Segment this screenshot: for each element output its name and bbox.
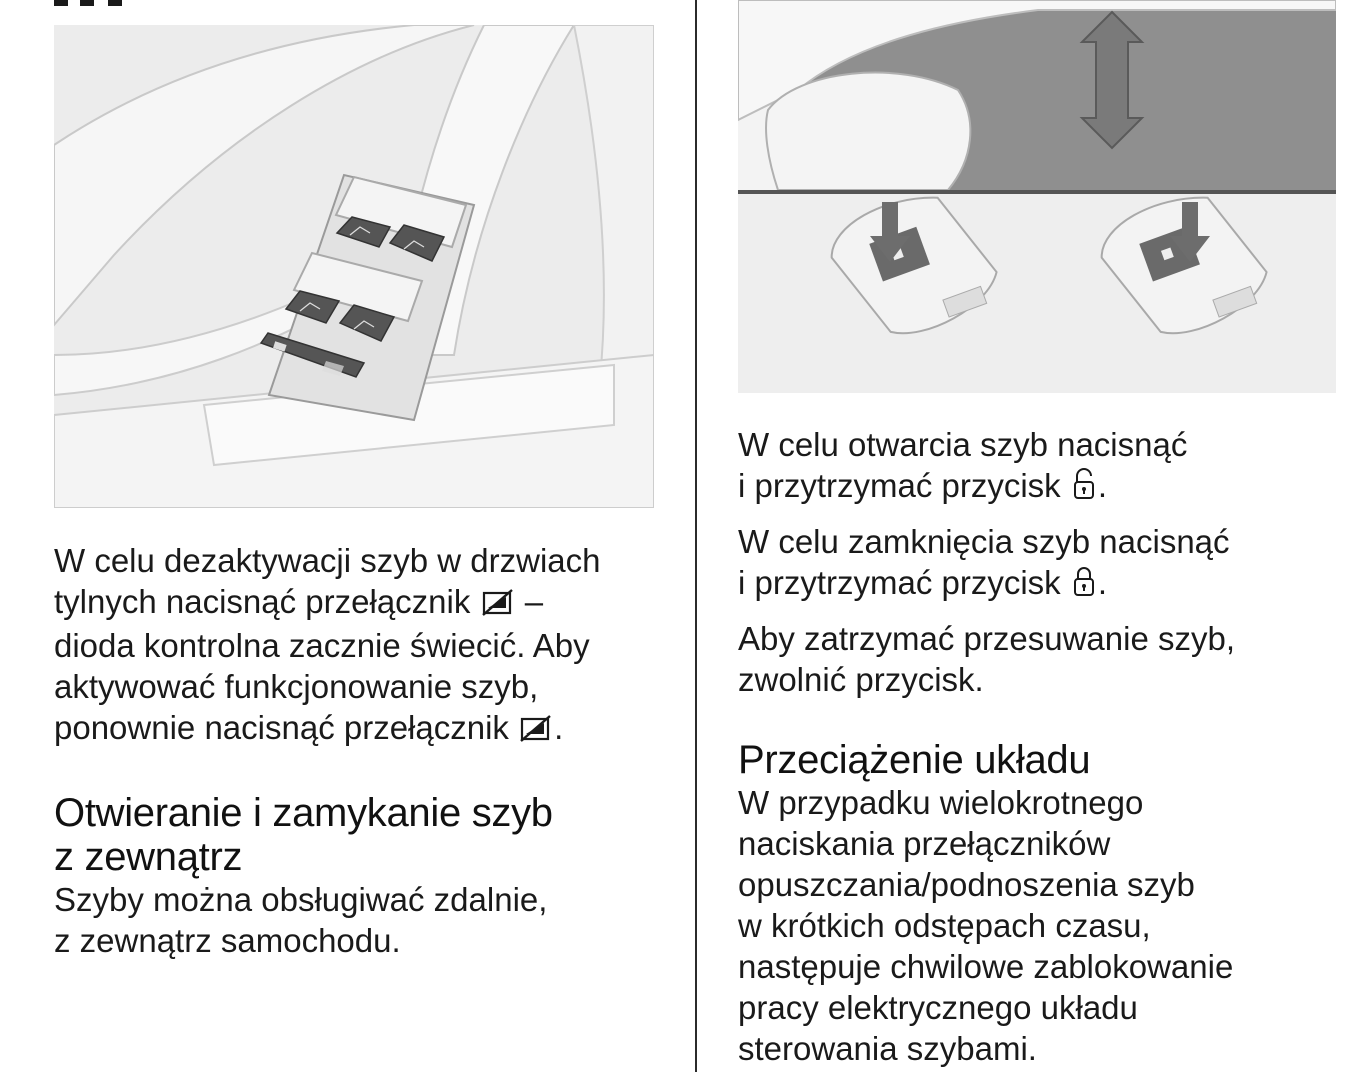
cropped-text-fragment bbox=[54, 0, 174, 20]
text-line: w krótkich odstępach czasu, bbox=[738, 907, 1151, 944]
text-line: W celu dezaktywacji szyb w drzwiach bbox=[54, 542, 601, 579]
text-line: sterowania szybami. bbox=[738, 1030, 1037, 1067]
section-heading-remote-operation bbox=[54, 791, 664, 879]
open-windows-paragraph bbox=[738, 424, 1338, 509]
window-switch-panel-illustration bbox=[54, 25, 654, 508]
text-fragment: . bbox=[1097, 467, 1108, 504]
text-line: opuszczania/podnoszenia szyb bbox=[738, 866, 1195, 903]
text-fragment: tylnych nacisnąć przełącznik bbox=[54, 583, 471, 620]
padlock-closed-icon bbox=[1072, 565, 1096, 606]
remote-operation-paragraph bbox=[54, 879, 664, 961]
text-line: z zewnątrz samochodu. bbox=[54, 922, 401, 959]
text-fragment: i przytrzymać przycisk bbox=[738, 467, 1061, 504]
text-fragment: i przytrzymać przycisk bbox=[738, 564, 1061, 601]
window-child-lock-icon bbox=[482, 584, 514, 625]
close-windows-paragraph bbox=[738, 521, 1338, 606]
right-column bbox=[738, 424, 1338, 1069]
text-line: zwolnić przycisk. bbox=[738, 661, 984, 698]
text-line: Szyby można obsługiwać zdalnie, bbox=[54, 881, 548, 918]
stop-movement-paragraph bbox=[738, 618, 1338, 700]
child-lock-paragraph bbox=[54, 540, 664, 751]
text-fragment: – bbox=[515, 583, 544, 620]
text-line bbox=[54, 707, 664, 751]
window-child-lock-icon bbox=[520, 710, 552, 751]
text-line: W przypadku wielokrotnego bbox=[738, 784, 1144, 821]
overload-paragraph bbox=[738, 782, 1338, 1069]
remote-window-control-illustration bbox=[738, 0, 1336, 393]
text-line: W celu otwarcia szyb nacisnąć bbox=[738, 426, 1188, 463]
section-heading-overload: Przeciążenie układu bbox=[738, 738, 1091, 782]
text-fragment: . bbox=[1097, 564, 1108, 601]
text-line: naciskania przełączników bbox=[738, 825, 1111, 862]
text-line bbox=[738, 562, 1338, 606]
padlock-open-icon bbox=[1072, 468, 1096, 509]
text-line bbox=[54, 581, 664, 625]
text-line: W celu zamknięcia szyb nacisnąć bbox=[738, 523, 1230, 560]
left-column bbox=[54, 540, 664, 961]
text-fragment: . bbox=[554, 709, 564, 746]
heading-line: z zewnątrz bbox=[54, 835, 243, 879]
heading-line: Otwieranie i zamykanie szyb bbox=[54, 791, 553, 835]
text-line: aktywować funkcjonowanie szyb, bbox=[54, 668, 539, 705]
text-line: Aby zatrzymać przesuwanie szyb, bbox=[738, 620, 1236, 657]
text-line: dioda kontrolna zacznie świecić. Aby bbox=[54, 627, 590, 664]
text-line bbox=[738, 465, 1338, 509]
column-divider bbox=[695, 0, 697, 1072]
text-line: następuje chwilowe zablokowanie bbox=[738, 948, 1234, 985]
text-fragment: ponownie nacisnąć przełącznik bbox=[54, 709, 509, 746]
text-line: pracy elektrycznego układu bbox=[738, 989, 1138, 1026]
